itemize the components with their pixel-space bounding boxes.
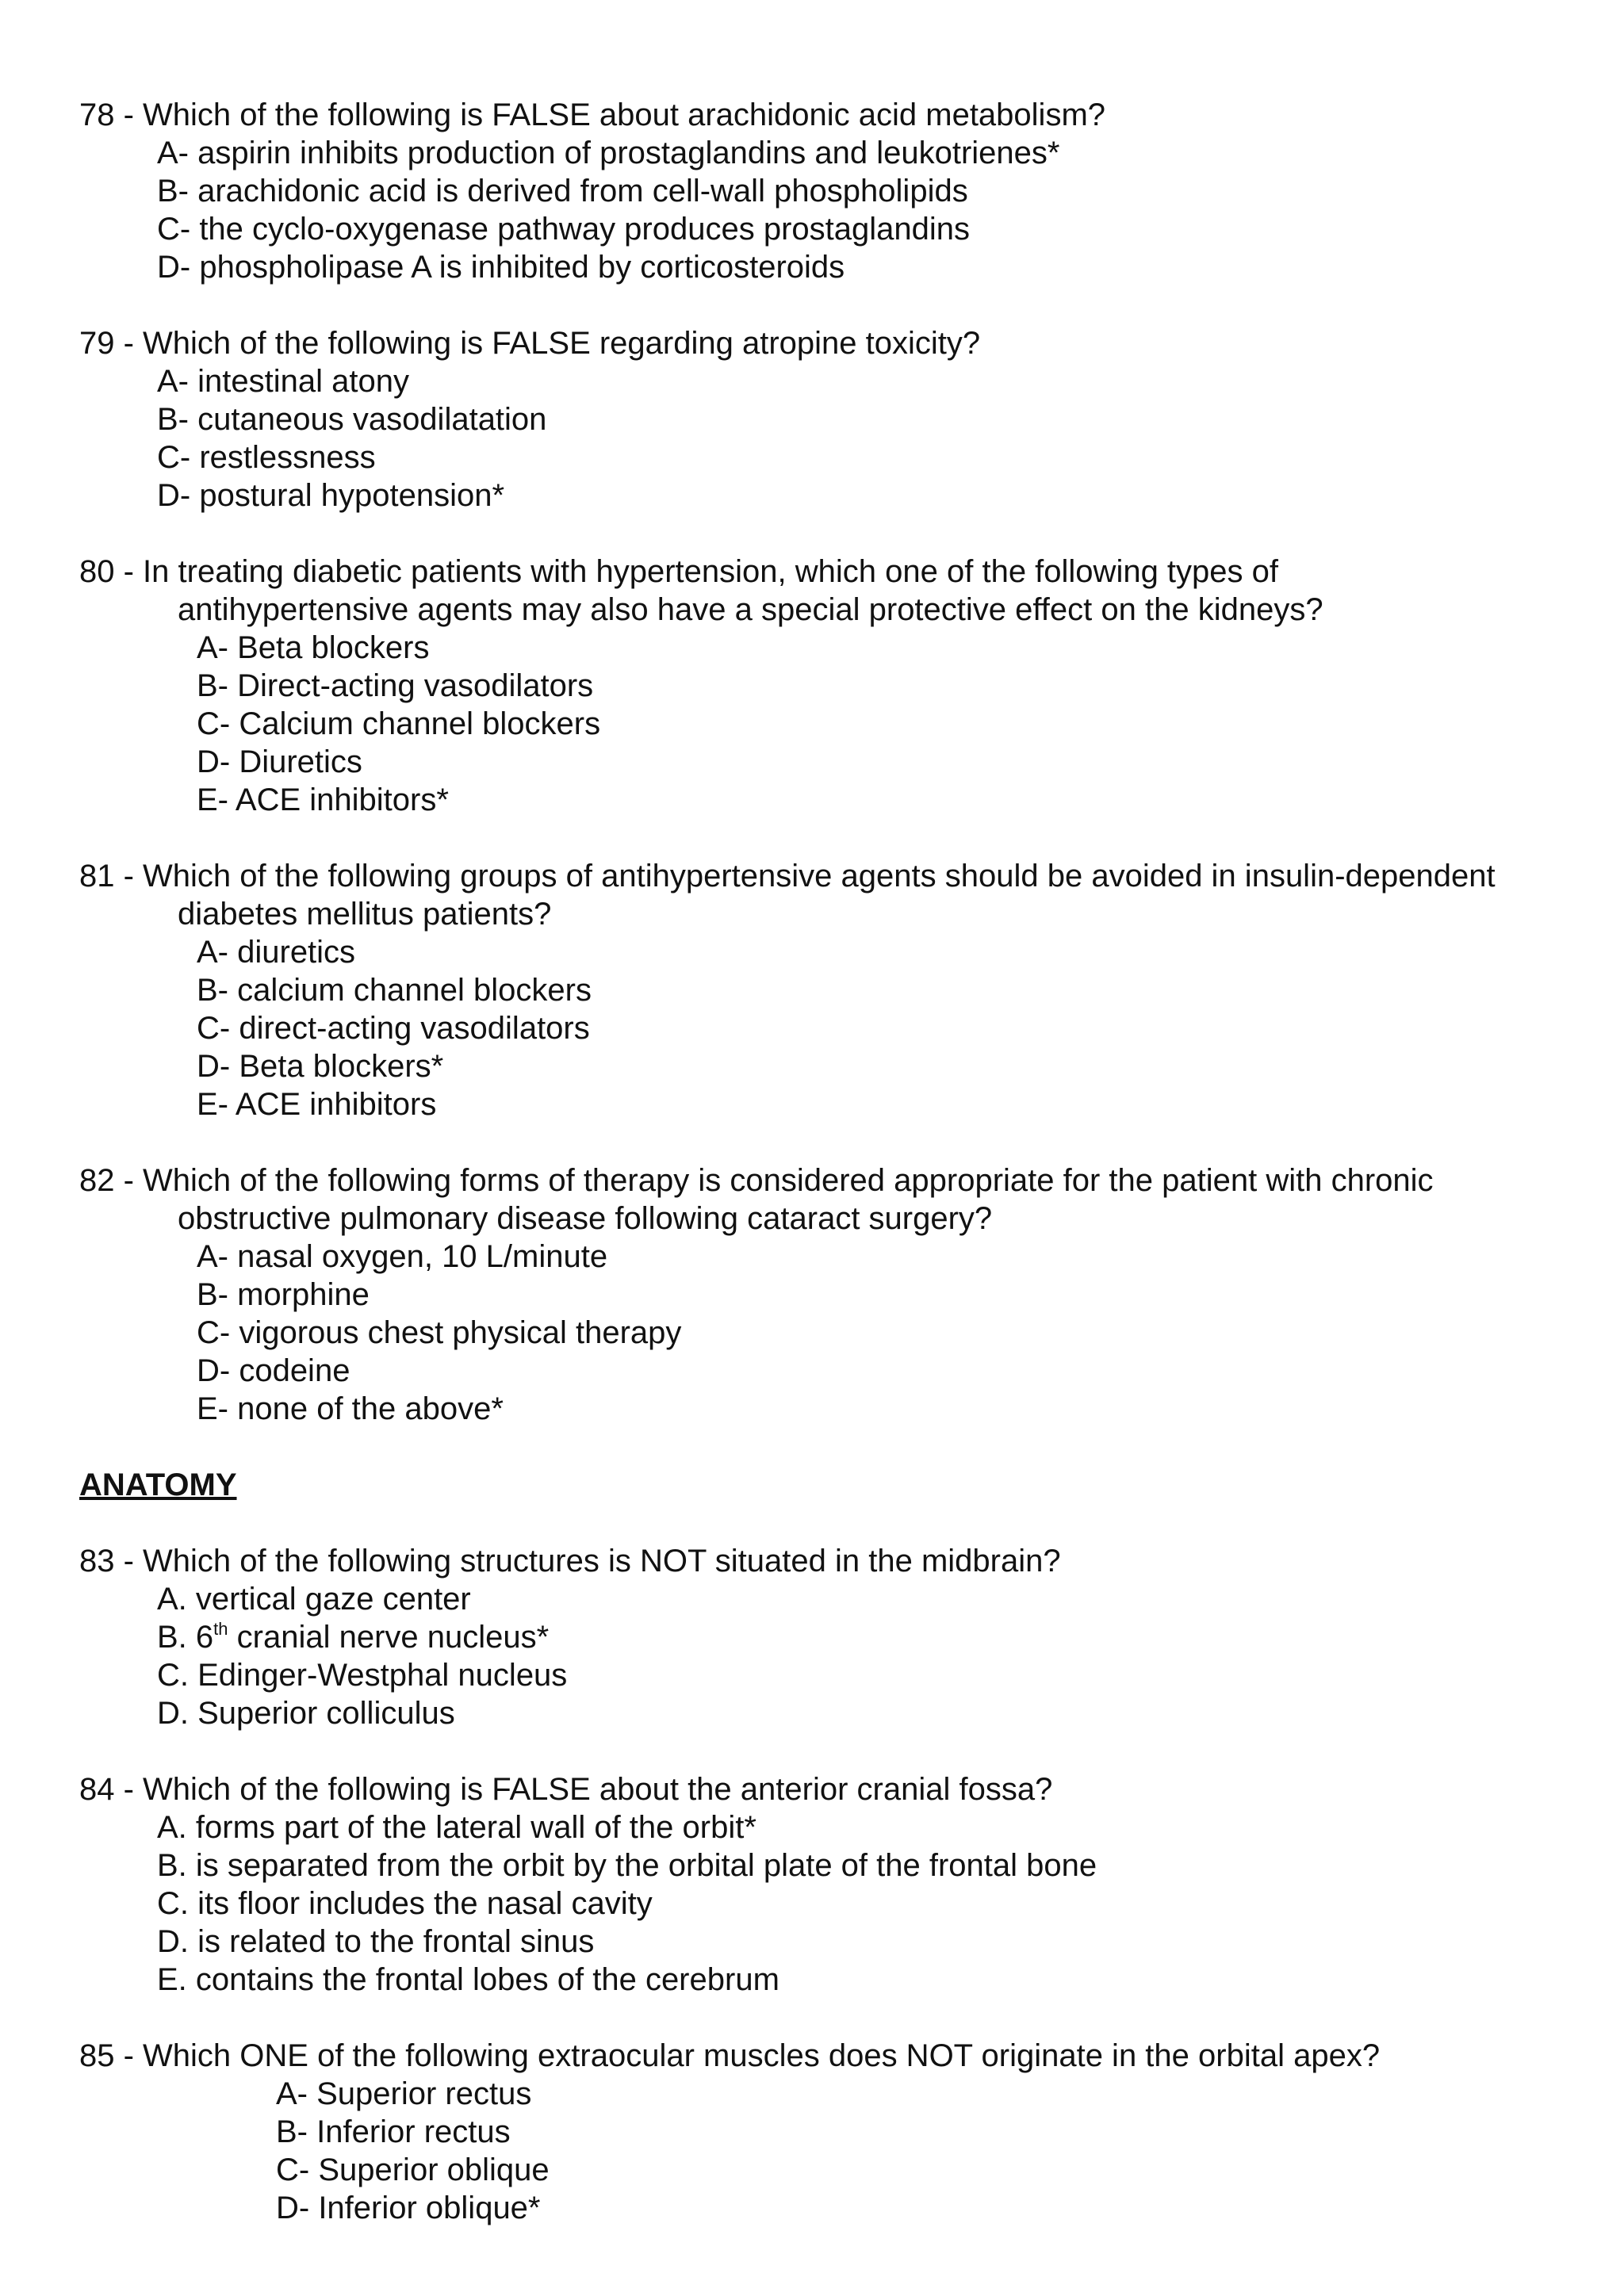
question-81-stem-continued: diabetes mellitus patients? [178,897,552,932]
question-83-option-b [157,1618,549,1656]
question-78-stem: 78 - Which of the following is FALSE about arachidonic acid metabolism? [79,98,1106,132]
question-81-option-b: B- calcium channel blockers [197,973,592,1008]
question-81-option-d: D- Beta blockers* [197,1049,444,1084]
question-82-option-c: C- vigorous chest physical therapy [197,1315,682,1350]
question-84-stem: 84 - Which of the following is FALSE about the anterior cranial fossa? [79,1772,1053,1807]
question-82-option-e: E- none of the above* [197,1391,504,1426]
question-85-option-c: C- Superior oblique [276,2152,550,2187]
question-85-option-d: D- Inferior oblique* [276,2191,541,2225]
question-83-option-a: A. vertical gaze center [157,1582,471,1617]
question-82-option-a: A- nasal oxygen, 10 L/minute [197,1239,608,1274]
question-80-option-e: E- ACE inhibitors* [197,783,449,817]
question-85-stem: 85 - Which ONE of the following extraocular muscles does NOT originate in the orbital apex? [79,2038,1381,2073]
question-78-option-b: B- arachidonic acid is derived from cell-wall phospholipids [157,174,968,209]
ordinal-superscript: th [213,1619,228,1639]
question-78-option-c: C- the cyclo-oxygenase pathway produces prostaglandins [157,212,971,247]
question-78-option-d: D- phospholipase A is inhibited by corticosteroids [157,250,845,285]
question-80-stem: 80 - In treating diabetic patients with hypertension, which one of the following types of [79,554,1279,589]
question-84-option-a: A. forms part of the lateral wall of the orbit* [157,1810,756,1845]
question-85-option-a: A- Superior rectus [276,2076,532,2111]
question-79-option-a: A- intestinal atony [157,364,409,399]
question-82-option-d: D- codeine [197,1353,350,1388]
question-79-option-b: B- cutaneous vasodilatation [157,402,547,437]
question-80-option-d: D- Diuretics [197,744,362,779]
section-heading-anatomy: ANATOMY [79,1468,237,1502]
option-b-suffix: cranial nerve nucleus* [228,1620,550,1655]
question-84-option-e: E. contains the frontal lobes of the cerebrum [157,1962,779,1997]
question-82-stem: 82 - Which of the following forms of therapy is considered appropriate for the patient with chronic [79,1163,1434,1198]
question-81-option-e: E- ACE inhibitors [197,1087,437,1122]
question-80-option-b: B- Direct-acting vasodilators [197,668,594,703]
question-82-option-b: B- morphine [197,1277,370,1312]
question-84-option-d: D. is related to the frontal sinus [157,1924,595,1959]
question-81-stem: 81 - Which of the following groups of antihypertensive agents should be avoided in insulin-dependent [79,859,1496,894]
question-79-option-c: C- restlessness [157,440,376,475]
question-79-option-d: D- postural hypotension* [157,478,505,513]
question-83-option-d: D. Superior colliculus [157,1696,455,1731]
question-84-option-b: B. is separated from the orbit by the orbital plate of the frontal bone [157,1848,1097,1883]
question-81-option-a: A- diuretics [197,935,356,970]
option-b-prefix: B. 6 [157,1620,214,1655]
question-84-option-c: C. its floor includes the nasal cavity [157,1886,653,1921]
question-79-stem: 79 - Which of the following is FALSE regarding atropine toxicity? [79,326,981,361]
question-82-stem-continued: obstructive pulmonary disease following cataract surgery? [178,1201,993,1236]
question-78-option-a: A- aspirin inhibits production of prostaglandins and leukotrienes* [157,136,1060,170]
question-80-option-c: C- Calcium channel blockers [197,706,601,741]
question-81-option-c: C- direct-acting vasodilators [197,1011,590,1046]
question-80-stem-continued: antihypertensive agents may also have a special protective effect on the kidneys? [178,592,1323,627]
question-85-option-b: B- Inferior rectus [276,2114,511,2149]
question-80-option-a: A- Beta blockers [197,630,430,665]
question-83-stem: 83 - Which of the following structures is NOT situated in the midbrain? [79,1544,1061,1578]
question-83-option-c: C. Edinger-Westphal nucleus [157,1658,568,1693]
